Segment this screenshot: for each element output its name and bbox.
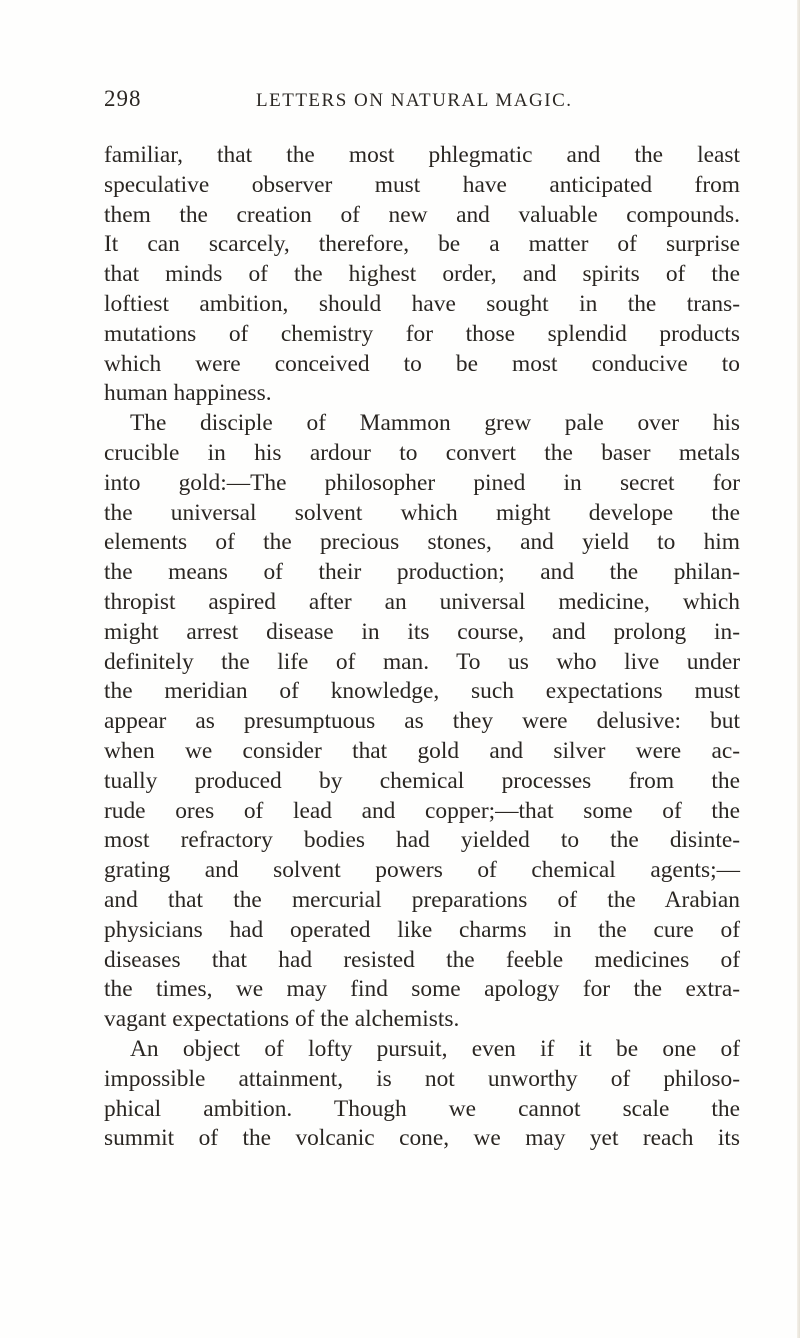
text-line: into gold:—The philosopher pined in secret for bbox=[104, 469, 740, 496]
page-number: 298 bbox=[104, 86, 142, 111]
text-line: impossible attainment, is not unworthy of philoso- bbox=[104, 1065, 740, 1092]
text-line: diseases that had resisted the feeble medicines of bbox=[104, 946, 740, 973]
paragraph-end-line: vagant expectations of the alchemists. bbox=[104, 1006, 460, 1033]
text-line: them the creation of new and valuable compounds. bbox=[104, 201, 740, 228]
text-line: the means of their production; and the philan- bbox=[104, 559, 740, 586]
paragraph-end-line: human happiness. bbox=[104, 380, 272, 407]
text-line: and that the mercurial preparations of the Arabian bbox=[104, 886, 740, 913]
text-line: physicians had operated like charms in the cure of bbox=[104, 916, 740, 943]
text-line: phical ambition. Though we cannot scale the bbox=[104, 1095, 740, 1122]
text-line: loftiest ambition, should have sought in the trans- bbox=[104, 290, 740, 317]
text-line: definitely the life of man. To us who live under bbox=[104, 648, 740, 675]
text-line: summit of the volcanic cone, we may yet reach its bbox=[104, 1125, 740, 1152]
text-line: grating and solvent powers of chemical agents;— bbox=[104, 857, 740, 884]
text-line: the meridian of knowledge, such expectations must bbox=[104, 678, 740, 705]
text-line: crucible in his ardour to convert the baser metals bbox=[104, 439, 740, 466]
text-line: thropist aspired after an universal medicine, which bbox=[104, 588, 740, 615]
text-line: most refractory bodies had yielded to the disinte- bbox=[104, 827, 740, 854]
text-line: It can scarcely, therefore, be a matter of surprise bbox=[104, 231, 740, 258]
text-line: the universal solvent which might develope the bbox=[104, 499, 740, 526]
page-header bbox=[104, 86, 704, 120]
text-line: that minds of the highest order, and spirits of the bbox=[104, 261, 740, 288]
body-text bbox=[104, 141, 740, 1154]
text-line: appear as presumptuous as they were delusive: but bbox=[104, 708, 740, 735]
text-line: mutations of chemistry for those splendid products bbox=[104, 320, 740, 347]
text-line: the times, we may find some apology for the extra- bbox=[104, 976, 740, 1003]
text-line: rude ores of lead and copper;—that some of the bbox=[104, 797, 740, 824]
text-line: elements of the precious stones, and yield to him bbox=[104, 529, 740, 556]
paragraph-start-line: An object of lofty pursuit, even if it be one of bbox=[130, 1035, 740, 1062]
running-title: LETTERS ON NATURAL MAGIC. bbox=[256, 90, 573, 111]
text-line: when we consider that gold and silver were ac- bbox=[104, 737, 740, 764]
text-line: might arrest disease in its course, and prolong in- bbox=[104, 618, 740, 645]
text-line: familiar, that the most phlegmatic and the least bbox=[104, 142, 740, 168]
text-line: speculative observer must have anticipated from bbox=[104, 171, 740, 198]
text-line: tually produced by chemical processes from the bbox=[104, 767, 740, 794]
paragraph-start-line: The disciple of Mammon grew pale over his bbox=[130, 410, 740, 437]
text-line: which were conceived to be most conducive to bbox=[104, 350, 740, 377]
